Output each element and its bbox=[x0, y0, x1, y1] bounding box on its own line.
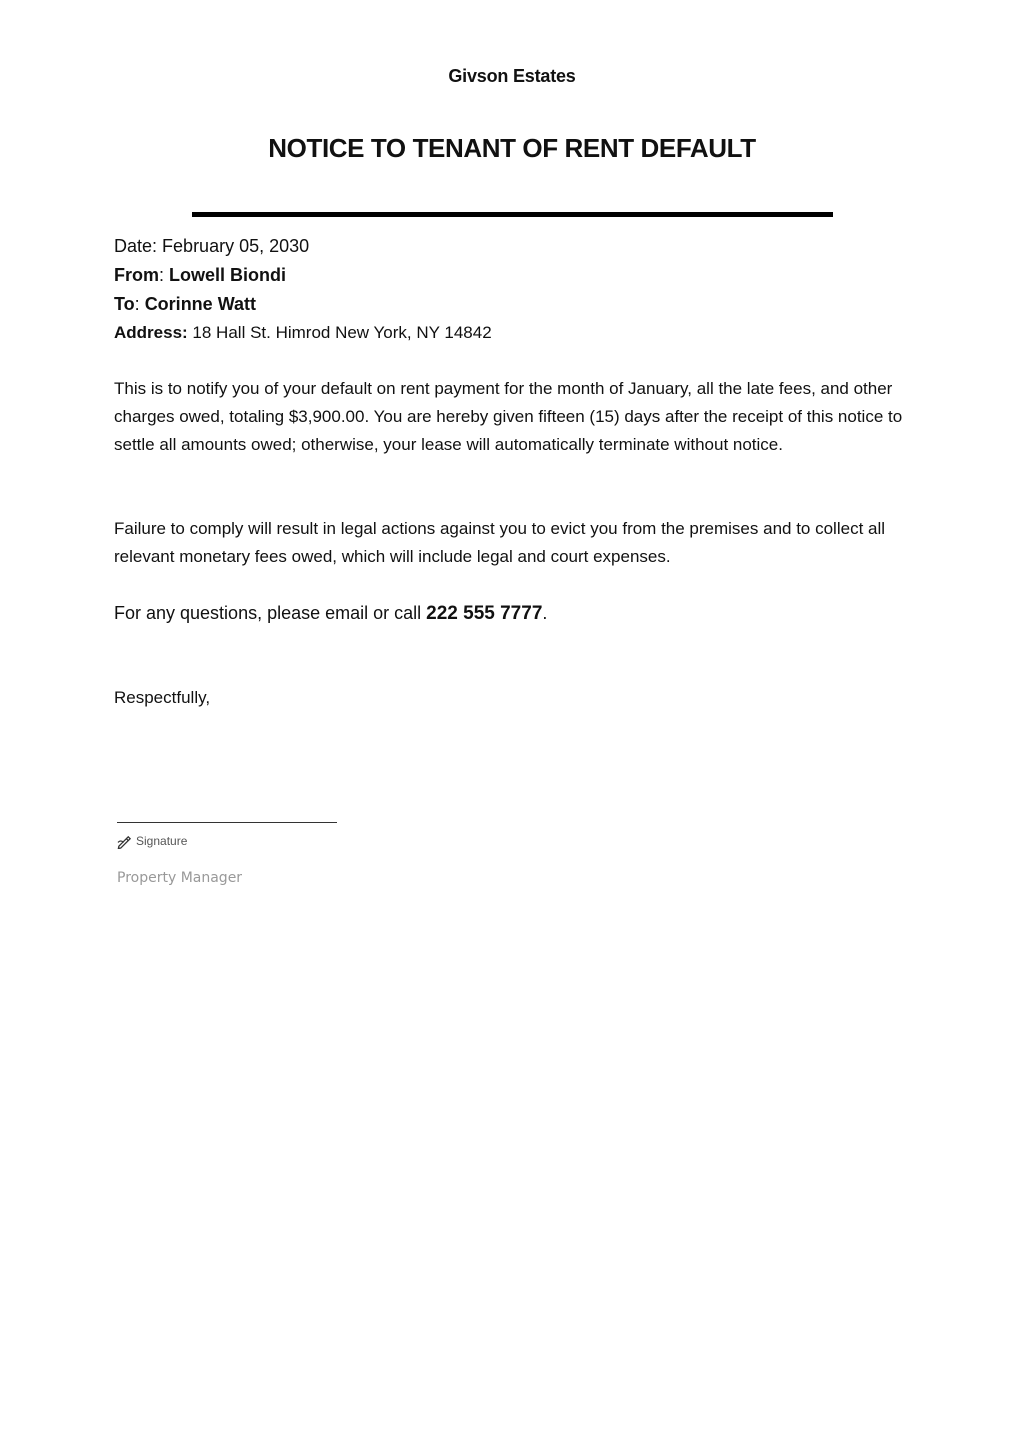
date-line bbox=[114, 234, 309, 258]
company-name: Givson Estates bbox=[448, 66, 576, 86]
from-label: From bbox=[114, 265, 159, 285]
contact-line bbox=[114, 600, 547, 627]
contact-phone: 222 555 7777 bbox=[426, 603, 543, 624]
from-value: Lowell Biondi bbox=[169, 265, 287, 285]
from-line bbox=[114, 263, 286, 287]
to-separator: : bbox=[134, 294, 140, 314]
to-line bbox=[114, 292, 256, 316]
address-label: Address: bbox=[114, 323, 188, 342]
title-divider bbox=[192, 212, 833, 217]
signature-pen-icon bbox=[117, 834, 132, 849]
address-value: 18 Hall St. Himrod New York, NY 14842 bbox=[192, 323, 492, 342]
signer-role: Property Manager bbox=[117, 870, 243, 886]
contact-suffix: . bbox=[542, 603, 548, 623]
to-value: Corinne Watt bbox=[144, 294, 257, 314]
contact-prefix: For any questions, please email or call bbox=[114, 603, 427, 623]
date-value: February 05, 2030 bbox=[162, 236, 310, 256]
from-separator: : bbox=[159, 265, 165, 285]
address-line bbox=[114, 321, 492, 345]
to-label: To bbox=[114, 294, 135, 314]
signature-line bbox=[117, 822, 337, 823]
signature-field[interactable] bbox=[117, 832, 187, 850]
consequence-paragraph: Failure to comply will result in legal actions against you to evict you from the premises and to collect all relevant monetary fees owed, which will include legal and court expenses. bbox=[114, 519, 886, 566]
page-title: NOTICE TO TENANT OF RENT DEFAULT bbox=[268, 133, 756, 163]
notice-paragraph: This is to notify you of your default on rent payment for the month of January, all the late fees, and other charges owed, totaling $3,900.00. You are hereby given fifteen (15) days after the receipt of this notice to settle all amounts owed; otherwise, your lease will automatically terminate without notice. bbox=[114, 379, 903, 454]
signature-label: Signature bbox=[136, 834, 188, 848]
date-label: Date: bbox=[114, 236, 158, 256]
closing-text: Respectfully, bbox=[114, 688, 211, 707]
